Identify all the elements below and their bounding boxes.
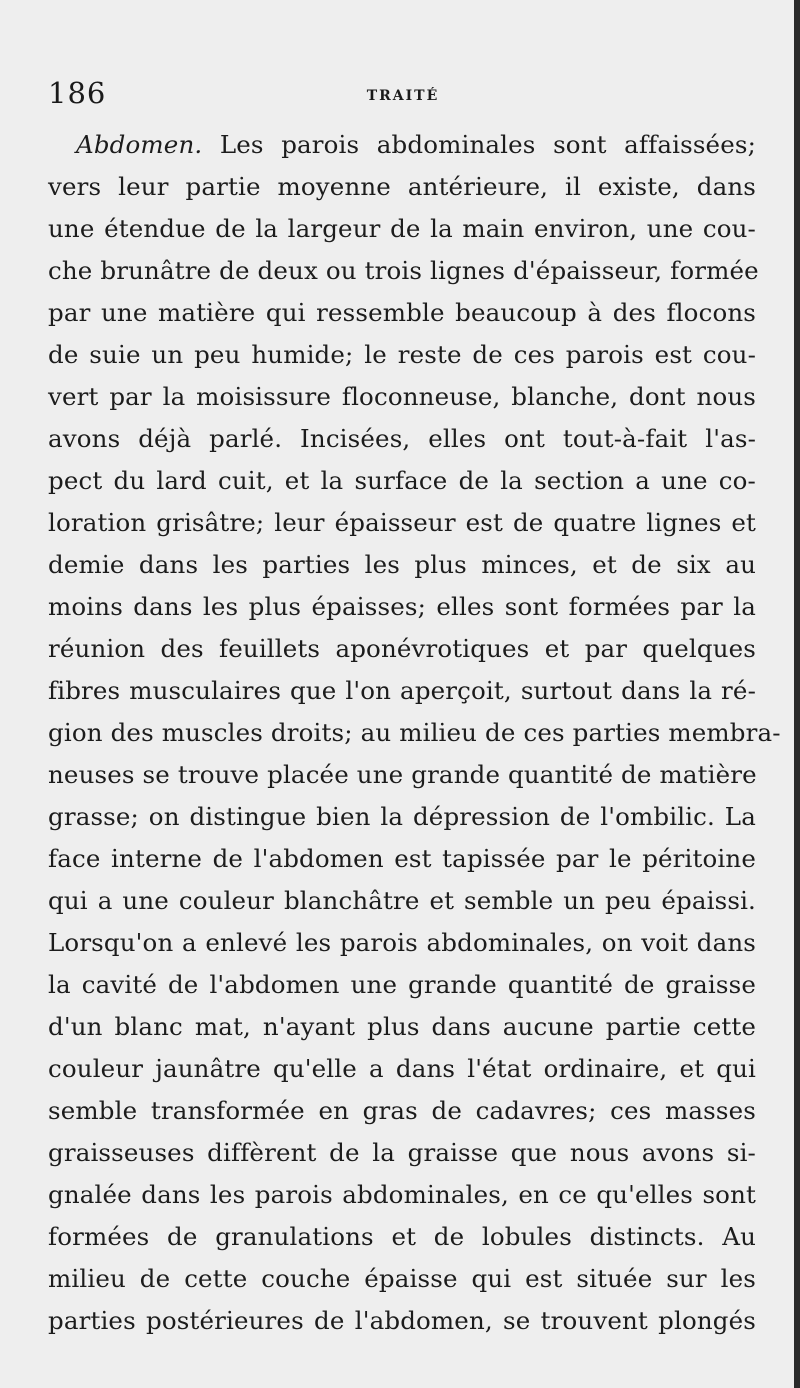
text-line: vert par la moisissure floconneuse, blanche, dont nous — [48, 382, 756, 411]
text-line: semble transformée en gras de cadavres; ces masses — [48, 1096, 756, 1125]
text-line: che brunâtre de deux ou trois lignes d'épaisseur, formée — [48, 256, 759, 285]
text-line — [48, 124, 756, 166]
text-line: gnalée dans les parois abdominales, en ce qu'elles sont — [48, 1180, 756, 1209]
running-head: TRAITÉ — [366, 88, 440, 104]
section-heading: Abdomen. — [76, 130, 203, 159]
text-line: la cavité de l'abdomen une grande quantité de graisse — [48, 970, 756, 999]
page-number: 186 — [48, 76, 107, 110]
text-line: couleur jaunâtre qu'elle a dans l'état ordinaire, et qui — [48, 1054, 756, 1083]
text-line: fibres musculaires que l'on aperçoit, surtout dans la ré- — [48, 676, 756, 705]
text-line: demie dans les parties les plus minces, et de six au — [48, 550, 756, 579]
text-line: avons déjà parlé. Incisées, elles ont tout-à-fait l'as- — [48, 424, 756, 453]
text-line: d'un blanc mat, n'ayant plus dans aucune partie cette — [48, 1012, 756, 1041]
text-line: vers leur partie moyenne antérieure, il existe, dans — [48, 172, 756, 201]
text-line: par une matière qui ressemble beaucoup à des flocons — [48, 298, 756, 327]
text-line: formées de granulations et de lobules distincts. Au — [48, 1222, 756, 1251]
text-line: face interne de l'abdomen est tapissée par le péritoine — [48, 844, 756, 873]
text-line: une étendue de la largeur de la main environ, une cou- — [48, 214, 756, 243]
text-line: parties postérieures de l'abdomen, se trouvent plongés — [48, 1306, 756, 1335]
text-line: loration grisâtre; leur épaisseur est de quatre lignes et — [48, 508, 756, 537]
text-line: grasse; on distingue bien la dépression de l'ombilic. La — [48, 802, 756, 831]
first-line-text: Les parois abdominales sont affaissées; — [219, 130, 756, 159]
page-edge-shadow — [794, 0, 800, 1388]
text-line: moins dans les plus épaisses; elles sont formées par la — [48, 592, 756, 621]
text-line: milieu de cette couche épaisse qui est située sur les — [48, 1264, 756, 1293]
text-line: réunion des feuillets aponévrotiques et par quelques — [48, 634, 756, 663]
text-line: graisseuses diffèrent de la graisse que nous avons si- — [48, 1138, 756, 1167]
text-line: neuses se trouve placée une grande quantité de matière — [48, 760, 757, 789]
text-line: qui a une couleur blanchâtre et semble un peu épaissi. — [48, 886, 756, 915]
text-line: pect du lard cuit, et la surface de la section a une co- — [48, 466, 756, 495]
page-header — [48, 76, 758, 120]
text-line: gion des muscles droits; au milieu de ces parties membra- — [48, 718, 781, 747]
text-line: de suie un peu humide; le reste de ces parois est cou- — [48, 340, 756, 369]
text-line: Lorsqu'on a enlevé les parois abdominales, on voit dans — [48, 928, 756, 957]
body-paragraph — [48, 124, 781, 1342]
